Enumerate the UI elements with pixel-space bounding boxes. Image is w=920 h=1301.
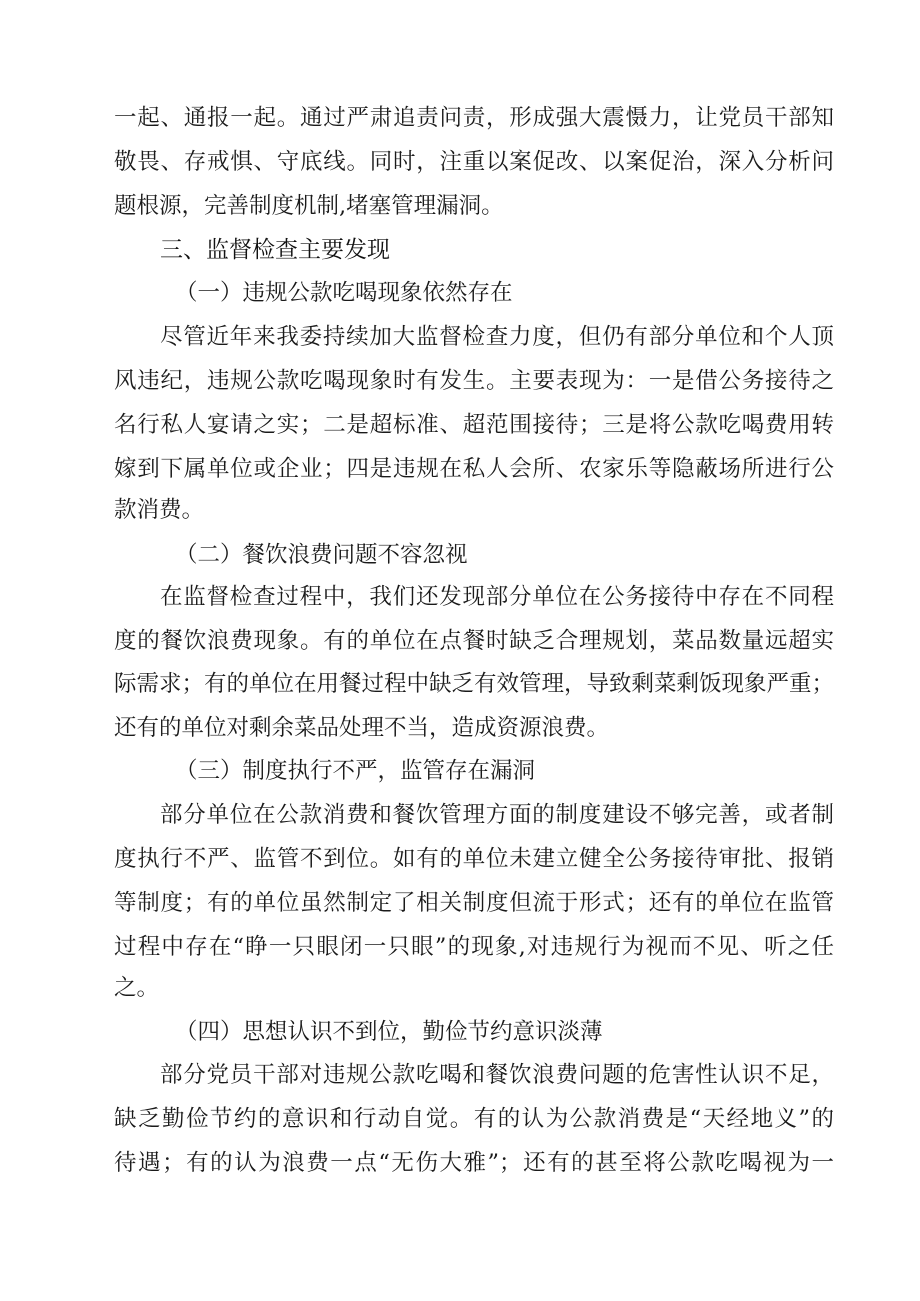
subsection-title: （四）思想认识不到位，勤俭节约意识淡薄 xyxy=(175,1019,603,1045)
paragraph-line: 嫁到下属单位或企业；四是违规在私人会所、农家乐等隐蔽场所进行公 xyxy=(114,456,834,482)
paragraph-line: 风违纪，违规公款吃喝现象时有发生。主要表现为：一是借公务接待之 xyxy=(114,368,834,394)
paragraph-line: 款消费。 xyxy=(114,497,205,523)
paragraph-line: 在监督检查过程中，我们还发现部分单位在公务接待中存在不同程 xyxy=(160,584,834,610)
paragraph-line: 名行私人宴请之实；二是超标准、超范围接待；三是将公款吃喝费用转 xyxy=(114,412,834,438)
paragraph-line: 度的餐饮浪费现象。有的单位在点餐时缺乏合理规划，菜品数量远超实 xyxy=(114,628,834,654)
paragraph-line: 敬畏、存戒惧、守底线。同时，注重以案促改、以案促治，深入分析问 xyxy=(114,149,834,175)
paragraph-line: 之。 xyxy=(114,975,160,1001)
paragraph-line: 部分党员干部对违规公款吃喝和餐饮浪费问题的危害性认识不足， xyxy=(160,1062,834,1088)
paragraph-line: 缺乏勤俭节约的意识和行动自觉。有的认为公款消费是“天经地义”的 xyxy=(114,1106,834,1132)
subsection-title: （二）餐饮浪费问题不容忽视 xyxy=(175,542,468,568)
subsection-title: （三）制度执行不严，监管存在漏洞 xyxy=(175,758,536,784)
paragraph-line: 度执行不严、监管不到位。如有的单位未建立健全公务接待审批、报销 xyxy=(114,846,834,872)
paragraph-line: 尽管近年来我委持续加大监督检查力度，但仍有部分单位和个人顶 xyxy=(160,324,834,350)
paragraph-line: 待遇；有的认为浪费一点“无伤大雅”；还有的甚至将公款吃喝视为一 xyxy=(114,1150,834,1176)
paragraph-line: 际需求；有的单位在用餐过程中缺乏有效管理，导致剩菜剩饭现象严重； xyxy=(114,671,835,697)
paragraph-line: 还有的单位对剩余菜品处理不当，造成资源浪费。 xyxy=(114,715,610,741)
paragraph-line: 题根源，完善制度机制,堵塞管理漏洞。 xyxy=(114,193,504,219)
section-heading: 三、监督检查主要发现 xyxy=(160,237,390,263)
paragraph-line: 等制度；有的单位虽然制定了相关制度但流于形式；还有的单位在监管 xyxy=(114,890,834,916)
paragraph-line: 一起、通报一起。通过严肃追责问责，形成强大震慑力，让党员干部知 xyxy=(114,105,834,131)
paragraph-line: 过程中存在“睁一只眼闭一只眼”的现象,对违规行为视而不见、听之任 xyxy=(114,934,834,960)
paragraph-line: 部分单位在公款消费和餐饮管理方面的制度建设不够完善，或者制 xyxy=(160,802,834,828)
subsection-title: （一）违规公款吃喝现象依然存在 xyxy=(175,280,513,306)
